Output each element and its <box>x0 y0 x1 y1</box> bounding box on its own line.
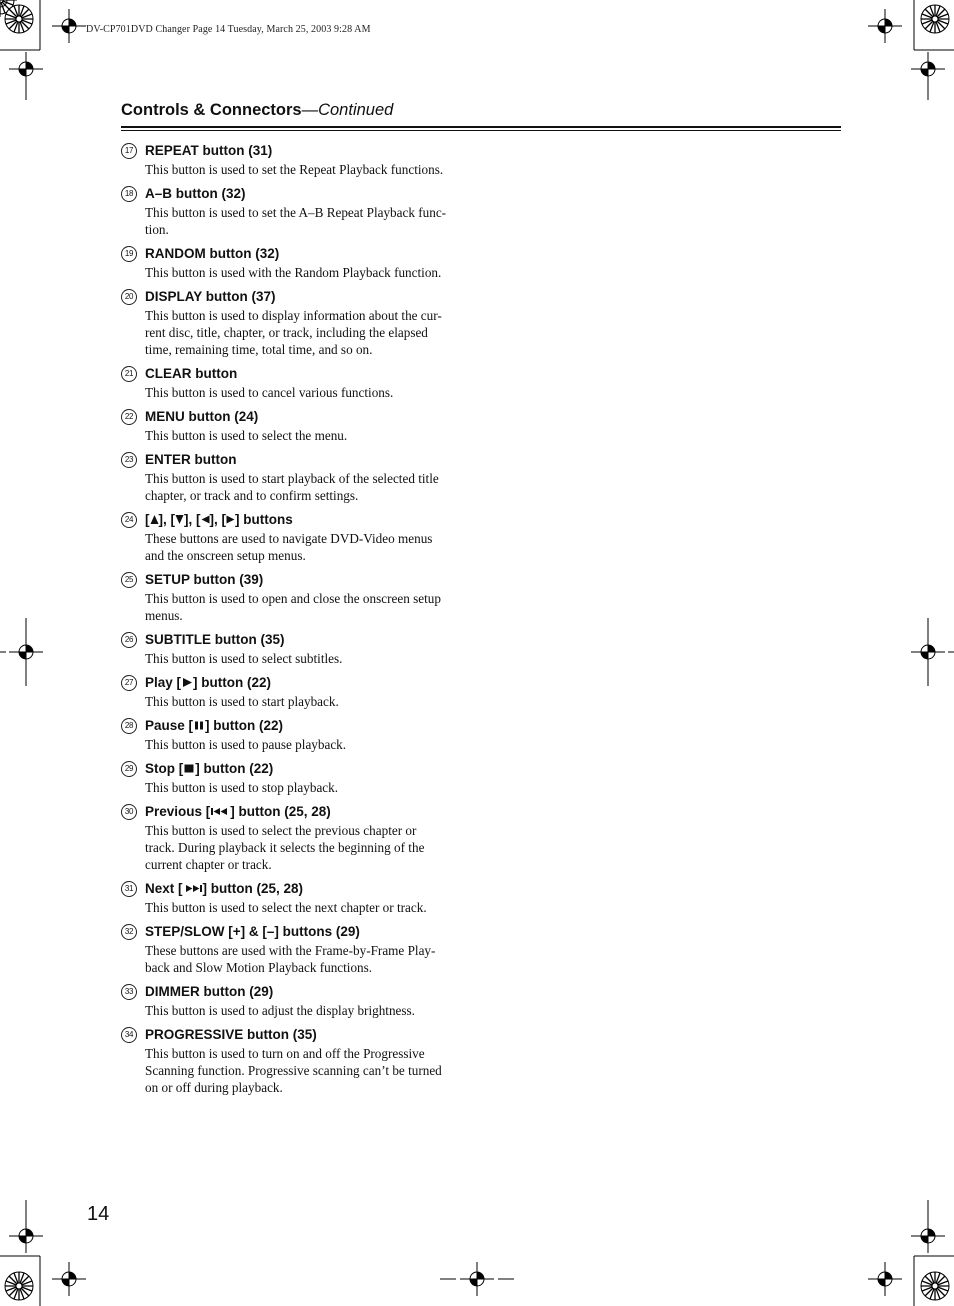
heading-rule-thin <box>121 130 841 131</box>
item-description <box>145 530 467 564</box>
description-line: current chapter or track. <box>145 857 272 873</box>
title-text: ], [ <box>209 512 226 527</box>
list-item <box>121 408 471 451</box>
item-description <box>145 736 467 753</box>
item-number: 31 <box>121 881 137 897</box>
item-number: 17 <box>121 143 137 159</box>
list-item <box>121 1026 471 1103</box>
description-line: This button is used to set the Repeat Playback functions. <box>145 162 444 177</box>
title-text: ] button (25, 28) <box>202 881 304 896</box>
title-text: ] button (25, 28) <box>230 804 331 819</box>
description-line: This button is used to stop playback. <box>145 780 339 795</box>
item-number: 26 <box>121 632 137 648</box>
description-line: and the onscreen setup menus. <box>145 548 306 564</box>
item-title <box>145 803 471 822</box>
description-line: This button is used to adjust the display brightness. <box>145 1003 415 1018</box>
item-title <box>145 511 471 530</box>
title-text: ] button (22) <box>205 718 284 733</box>
description-line: This button is used to start playback of the selected title <box>145 471 439 486</box>
item-title: DISPLAY button (37) <box>145 289 276 304</box>
item-number: 25 <box>121 572 137 588</box>
list-item <box>121 365 471 408</box>
item-description <box>145 204 467 238</box>
item-description <box>145 264 467 281</box>
print-header: DV-CP701DVD Changer Page 14 Tuesday, March 25, 2003 9:28 AM <box>86 24 371 35</box>
item-description <box>145 693 467 710</box>
description-line: This button is used to set the A–B Repeat Playback func- <box>145 205 447 220</box>
controls-list <box>121 142 471 1103</box>
list-item <box>121 674 471 717</box>
item-number: 19 <box>121 246 137 262</box>
left-arrow-icon <box>201 514 210 525</box>
up-arrow-icon <box>150 514 159 525</box>
list-item <box>121 511 471 571</box>
list-item <box>121 983 471 1026</box>
right-arrow-icon <box>226 514 235 525</box>
item-description <box>145 899 467 916</box>
item-number: 29 <box>121 761 137 777</box>
description-line: track. During playback it selects the beginning of the <box>145 840 425 856</box>
item-number: 32 <box>121 924 137 940</box>
description-line: This button is used to display information about the cur- <box>145 308 442 323</box>
page-title-main: Controls & Connectors <box>121 101 302 119</box>
description-line: Scanning function. Progressive scanning can’t be turned <box>145 1063 442 1079</box>
item-description <box>145 427 467 444</box>
item-description <box>145 1045 467 1097</box>
item-title <box>145 674 471 693</box>
list-item <box>121 571 471 631</box>
item-description <box>145 822 467 874</box>
title-text: Pause [ <box>145 718 194 733</box>
item-title: A–B button (32) <box>145 186 246 201</box>
item-title: ENTER button <box>145 452 237 467</box>
description-line: This button is used to pause playback. <box>145 737 347 752</box>
list-item <box>121 451 471 511</box>
item-description <box>145 590 467 624</box>
description-line: This button is used to select the menu. <box>145 428 348 443</box>
item-description <box>145 650 467 667</box>
description-line: back and Slow Motion Playback functions. <box>145 960 373 976</box>
list-item <box>121 760 471 803</box>
item-number: 23 <box>121 452 137 468</box>
list-item <box>121 803 471 880</box>
item-number: 33 <box>121 984 137 1000</box>
heading-rule <box>121 126 841 128</box>
description-line: This button is used to select the next chapter or track. <box>145 900 427 915</box>
description-line: This button is used to start playback. <box>145 694 339 709</box>
item-number: 21 <box>121 366 137 382</box>
description-line: This button is used to open and close the onscreen setup <box>145 591 441 606</box>
item-title: PROGRESSIVE button (35) <box>145 1027 317 1042</box>
list-item <box>121 923 471 983</box>
item-description <box>145 779 467 796</box>
list-item <box>121 631 471 674</box>
item-title: REPEAT button (31) <box>145 143 273 158</box>
pause-icon <box>193 720 205 731</box>
description-line: This button is used to select subtitles. <box>145 651 343 666</box>
description-line: on or off during playback. <box>145 1080 283 1096</box>
description-line: chapter, or track and to confirm settings. <box>145 488 359 504</box>
item-description <box>145 470 467 504</box>
item-number: 18 <box>121 186 137 202</box>
item-number: 22 <box>121 409 137 425</box>
description-line: These buttons are used to navigate DVD-Video menus <box>145 531 433 546</box>
description-line: These buttons are used with the Frame-by-Frame Play- <box>145 943 436 958</box>
description-line: menus. <box>145 608 183 624</box>
item-title <box>145 717 471 736</box>
description-line: This button is used to turn on and off the Progressive <box>145 1046 425 1061</box>
item-title: RANDOM button (32) <box>145 246 280 261</box>
description-line: This button is used to select the previous chapter or <box>145 823 417 838</box>
title-text: ] button (22) <box>193 675 272 690</box>
description-line: rent disc, title, chapter, or track, including the elapsed <box>145 325 428 341</box>
title-text: ] button (22) <box>195 761 274 776</box>
title-text: Previous [ <box>145 804 211 819</box>
previous-track-icon <box>210 806 230 817</box>
item-description <box>145 942 467 976</box>
item-title: MENU button (24) <box>145 409 259 424</box>
item-description <box>145 1002 467 1019</box>
item-description <box>145 384 467 401</box>
list-item <box>121 245 471 288</box>
item-description <box>145 307 467 359</box>
title-text: ], [ <box>158 512 175 527</box>
list-item <box>121 880 471 923</box>
title-text: [ <box>145 512 150 527</box>
item-title: DIMMER button (29) <box>145 984 274 999</box>
item-title: SETUP button (39) <box>145 572 264 587</box>
item-number: 28 <box>121 718 137 734</box>
title-text: Play [ <box>145 675 182 690</box>
item-number: 34 <box>121 1027 137 1043</box>
list-item <box>121 717 471 760</box>
item-number: 27 <box>121 675 137 691</box>
description-line: This button is used with the Random Playback function. <box>145 265 442 280</box>
page-number: 14 <box>87 1203 110 1225</box>
list-item <box>121 288 471 365</box>
description-line: This button is used to cancel various functions. <box>145 385 394 400</box>
next-track-icon <box>183 883 203 894</box>
item-title: SUBTITLE button (35) <box>145 632 285 647</box>
list-item <box>121 142 471 185</box>
title-text: Stop [ <box>145 761 184 776</box>
play-icon <box>181 677 193 688</box>
description-line: tion. <box>145 222 169 238</box>
stop-icon <box>183 763 195 774</box>
item-title: STEP/SLOW [+] & [–] buttons (29) <box>145 924 360 939</box>
item-title <box>145 760 471 779</box>
item-number: 30 <box>121 804 137 820</box>
item-title: CLEAR button <box>145 366 238 381</box>
title-text: ], [ <box>184 512 201 527</box>
page-title-dash: — <box>301 101 319 119</box>
description-line: time, remaining time, total time, and so on. <box>145 342 373 358</box>
item-number: 24 <box>121 512 137 528</box>
page-title-continued: Continued <box>318 101 394 119</box>
title-text: Next [ <box>145 881 183 896</box>
item-title <box>145 880 471 899</box>
down-arrow-icon <box>175 514 184 525</box>
page-title <box>121 101 393 120</box>
item-description <box>145 161 467 178</box>
title-text: ] buttons <box>235 512 293 527</box>
list-item <box>121 185 471 245</box>
item-number: 20 <box>121 289 137 305</box>
